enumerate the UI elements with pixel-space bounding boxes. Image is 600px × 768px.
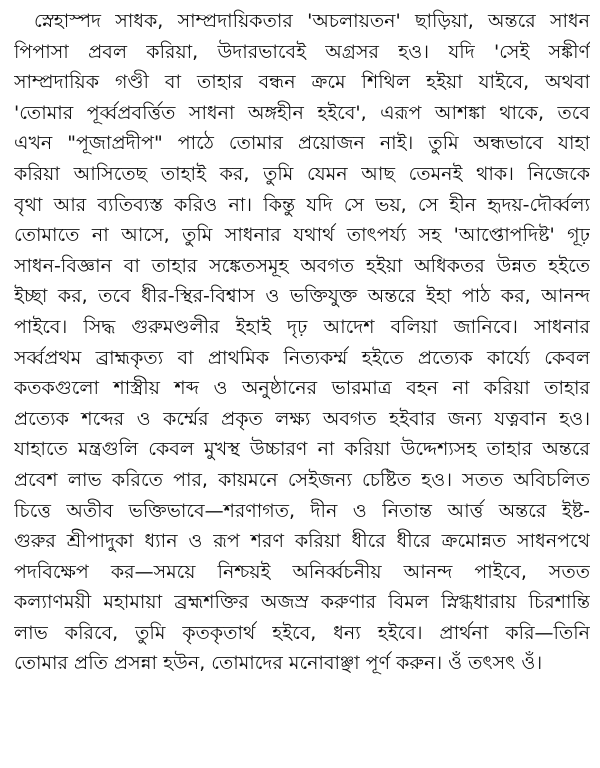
text-line: চিত্তে অতীব ভক্তিভাবে—শরণাগত, দীন ও নিতান্ত আর্ত্ত অন্তরে ইষ্ট- (14, 499, 590, 522)
paragraph (14, 6, 590, 679)
text-line: পদবিক্ষেপ কর—সময়ে নিশ্চয়ই অনির্ব্বচনীয় আনন্দ পাইবে, সতত (14, 560, 590, 583)
text-line: এখন "পূজাপ্রদীপ" পাঠে তোমার প্রয়োজন নাই। তুমি অন্ধভাবে যাহা (14, 132, 590, 155)
text-line: বৃথা আর ব্যতিব্যস্ত করিও না। কিন্তু যদি সে ভয়, সে হীন হৃদয়-দৌর্ব্বল্য (14, 193, 590, 216)
text-line: গুরুর শ্রীপাদুকা ধ্যান ও রূপ শরণ করিয়া ধীরে ধীরে ক্রমোন্নত সাধনপথে (14, 530, 590, 553)
text-line: পাইবে। সিদ্ধ গুরুমণ্ডলীর ইহাই দৃঢ় আদেশ বলিয়া জানিবে। সাধনার (14, 315, 590, 338)
text-line: করিয়া আসিতেছ তাহাই কর, তুমি যেমন আছ তেমনই থাক। নিজেকে (14, 162, 590, 185)
text-line: 'তোমার পূর্ব্বপ্রবর্ত্তিত সাধনা অঙ্গহীন হইবে', এরূপ আশঙ্কা থাকে, তবে (14, 101, 590, 124)
text-line: ইচ্ছা কর, তবে ধীর-স্থির-বিশ্বাস ও ভক্তিযুক্ত অন্তরে ইহা পাঠ কর, আনন্দ (14, 285, 590, 308)
text-line: সাম্প্রদায়িক গণ্ডী বা তাহার বন্ধন ক্রমে শিথিল হইয়া যাইবে, অথবা (14, 71, 590, 94)
text-line: যাহাতে মন্ত্রগুলি কেবল মুখস্থ উচ্চারণ না করিয়া উদ্দেশ্যসহ তাহার অন্তরে (14, 438, 590, 461)
text-line: প্রত্যেক শব্দের ও কর্ম্মের প্রকৃত লক্ষ্য অবগত হইবার জন্য যত্নবান হও। (14, 407, 590, 430)
text-line: কল্যাণময়ী মহামায়া ব্রহ্মশক্তির অজস্র করুণার বিমল স্নিগ্ধধারায় চিরশান্তি (14, 591, 590, 614)
text-line: তোমার প্রতি প্রসন্না হউন, তোমাদের মনোবাঞ্ছা পূর্ণ করুন। ওঁ তৎসৎ ওঁ। (14, 652, 543, 675)
text-line: লাভ করিবে, তুমি কৃতকৃতার্থ হইবে, ধন্য হইবে। প্রার্থনা করি—তিনি (14, 621, 590, 644)
text-line: প্রবেশ লাভ করিতে পার, কায়মনে সেইজন্য চেষ্টিত হও। সতত অবিচলিত (14, 468, 590, 491)
text-line: স্নেহাস্পদ সাধক, সাম্প্রদায়িকতার 'অচলায়তন' ছাড়িয়া, অন্তরে সাধন (34, 10, 590, 32)
text-line: সর্ব্বপ্রথম ব্রাহ্মকৃত্য বা প্রাথমিক নিত্যকর্ম্ম হইতে প্রত্যেক কার্য্যে কেবল (14, 346, 590, 369)
text-line: পিপাসা প্রবল করিয়া, উদারভাবেই অগ্রসর হও। যদি 'সেই সঙ্কীর্ণ (14, 40, 590, 63)
text-line: তোমাতে না আসে, তুমি সাধনার যথার্থ তাৎপর্য্য সহ 'আপ্তোপদিষ্ট' গূঢ় (14, 224, 590, 247)
text-line: কতকগুলো শাস্ত্রীয় শব্দ ও অনুষ্ঠানের ভারমাত্র বহন না করিয়া তাহার (14, 377, 590, 400)
text-line: সাধন-বিজ্ঞান বা তাহার সঙ্কেতসমূহ অবগত হইয়া অধিকতর উন্নত হইতে (14, 254, 590, 277)
